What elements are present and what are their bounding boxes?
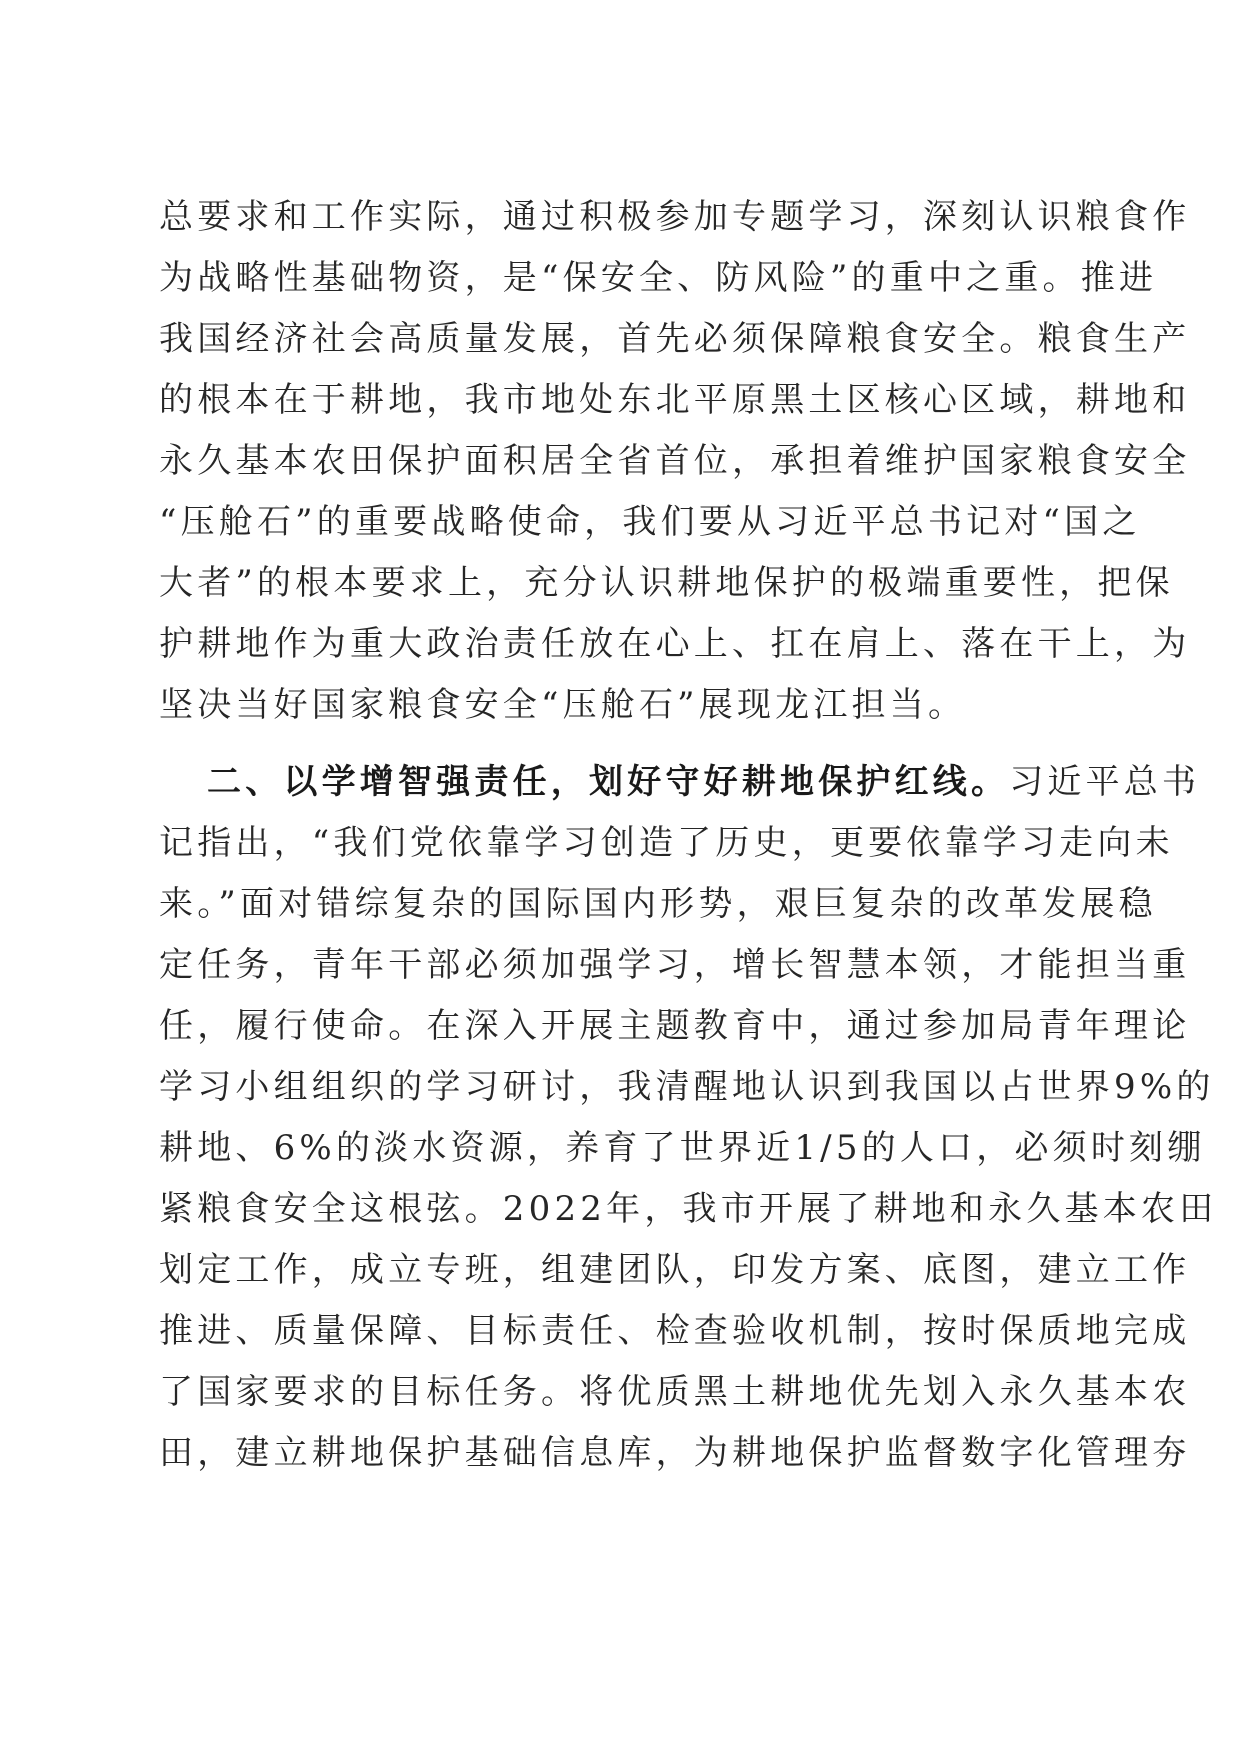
body-line-9: 坚决当好国家粮食安全“压舱石”展现龙江担当。 <box>159 685 967 725</box>
section-2-heading: 二、以学增智强责任，划好守好耕地保护红线。 <box>207 762 1010 802</box>
section-2-first-line <box>207 756 1201 808</box>
body-line-4: 的根本在于耕地，我市地处东北平原黑土区核心区域，耕地和 <box>159 380 1191 420</box>
body-line-8: 护耕地作为重大政治责任放在心上、扛在肩上、落在干上，为 <box>159 624 1191 664</box>
body-line-7: 大者”的根本要求上，充分认识耕地保护的极端重要性，把保 <box>159 563 1174 603</box>
section-2-line-3: 来。”面对错综复杂的国际国内形势，艰巨复杂的改革发展稳 <box>159 884 1157 924</box>
section-2-line-5: 任，履行使命。在深入开展主题教育中，通过参加局青年理论 <box>159 1006 1191 1046</box>
body-line-6: “压舱石”的重要战略使命，我们要从习近平总书记对“国之 <box>159 502 1141 542</box>
section-2-line-7: 耕地、6%的淡水资源，养育了世界近1/5的人口，必须时刻绷 <box>159 1128 1206 1168</box>
section-2-line-12: 田，建立耕地保护基础信息库，为耕地保护监督数字化管理夯 <box>159 1433 1191 1473</box>
body-line-3: 我国经济社会高质量发展，首先必须保障粮食安全。粮食生产 <box>159 319 1191 359</box>
section-2-line-11: 了国家要求的目标任务。将优质黑土耕地优先划入永久基本农 <box>159 1372 1191 1412</box>
section-2-line-6: 学习小组组织的学习研讨，我清醒地认识到我国以占世界9%的 <box>159 1067 1215 1107</box>
body-line-2: 为战略性基础物资，是“保安全、防风险”的重中之重。推进 <box>159 258 1158 298</box>
body-line-5: 永久基本农田保护面积居全省首位，承担着维护国家粮食安全 <box>159 441 1191 481</box>
section-2-first-line-text: 习近平总书 <box>1009 762 1201 802</box>
section-2-line-10: 推进、质量保障、目标责任、检查验收机制，按时保质地完成 <box>159 1311 1191 1351</box>
section-2-line-9: 划定工作，成立专班，组建团队，印发方案、底图，建立工作 <box>159 1250 1191 1290</box>
section-2-line-2: 记指出，“我们党依靠学习创造了历史，更要依靠学习走向未 <box>159 823 1174 863</box>
section-2-line-4: 定任务，青年干部必须加强学习，增长智慧本领，才能担当重 <box>159 945 1191 985</box>
section-2-line-8: 紧粮食安全这根弦。2022年，我市开展了耕地和永久基本农田 <box>159 1189 1218 1229</box>
body-line-1: 总要求和工作实际，通过积极参加专题学习，深刻认识粮食作 <box>159 197 1191 237</box>
